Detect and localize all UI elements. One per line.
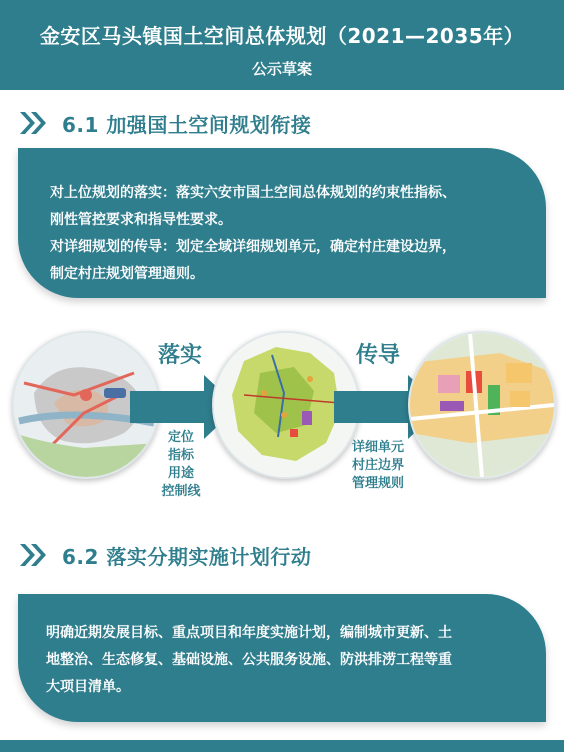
section1-title: 6.1 加强国土空间规划衔接 bbox=[62, 112, 312, 137]
section2-card bbox=[18, 594, 546, 722]
arrow1-item: 控制线 bbox=[161, 484, 201, 499]
arrow2-label: 传导 bbox=[356, 343, 401, 368]
section2-title: 6.2 落实分期实施计划行动 bbox=[62, 544, 312, 569]
section1-line: 对详细规划的传导：划定全域详细规划单元，确定村庄建设边界， bbox=[50, 239, 456, 255]
detailed-plan-map bbox=[408, 331, 556, 479]
page-header bbox=[0, 0, 564, 90]
page-title: 金安区马头镇国土空间总体规划（2021—2035年） bbox=[39, 24, 525, 48]
section2-heading bbox=[18, 538, 311, 572]
section1-heading bbox=[18, 106, 311, 140]
arrow2-items bbox=[342, 439, 414, 493]
footer-bar bbox=[0, 740, 564, 752]
double-chevron-icon bbox=[18, 110, 48, 136]
arrow2-item: 管理规则 bbox=[351, 476, 404, 491]
arrow1-item: 指标 bbox=[167, 448, 194, 463]
arrow1-label: 落实 bbox=[158, 343, 203, 368]
planning-diagram bbox=[0, 325, 564, 505]
arrow2-item: 村庄边界 bbox=[351, 458, 404, 473]
arrow1-item: 用途 bbox=[167, 466, 194, 481]
arrow1-items bbox=[158, 429, 204, 501]
section1-card bbox=[18, 148, 546, 298]
page-subtitle: 公示草案 bbox=[251, 60, 312, 78]
double-chevron-icon bbox=[18, 542, 48, 568]
section1-line: 刚性管控要求和指导性要求。 bbox=[50, 212, 232, 228]
section2-line: 大项目清单。 bbox=[46, 679, 130, 695]
section2-line: 地整治、生态修复、基础设施、公共服务设施、防洪排涝工程等重 bbox=[46, 652, 452, 668]
arrow2-item: 详细单元 bbox=[351, 440, 404, 455]
arrow1-item: 定位 bbox=[167, 430, 194, 445]
section1-line: 对上位规划的落实：落实六安市国土空间总体规划的约束性指标、 bbox=[50, 185, 456, 201]
section2-line: 明确近期发展目标、重点项目和年度实施计划，编制城市更新、土 bbox=[46, 625, 452, 641]
section1-line: 制定村庄规划管理通则。 bbox=[50, 266, 204, 282]
